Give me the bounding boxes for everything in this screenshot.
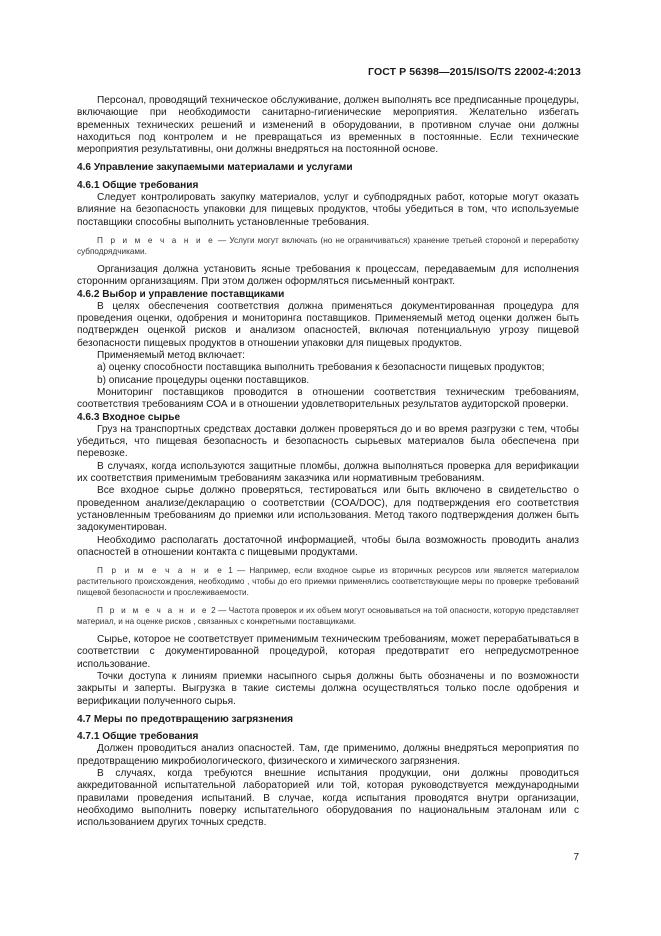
note-text: 1 — Например, если входное сырье из вторичных ресурсов или является материалом растительного происхождения, необходимо , чтобы до его приемки применялись соответствующие меры по проверке требований пищевой безопасности и прослеживаемости. <box>77 566 579 598</box>
note-2 <box>77 605 579 627</box>
paragraph: Следует контролировать закупку материалов, услуг и субподрядных работ, которые могут оказать влияние на безопасность упаковки для пищевых продуктов, чтобы убедиться в том, что используемые поставщики способны выполнить установленные требования. <box>77 192 579 228</box>
note-1 <box>77 565 579 598</box>
list-item: a) оценку способности поставщика выполнить требования к безопасности пищевых продуктов; <box>97 362 545 374</box>
list-item: b) описание процедуры оценки поставщиков. <box>97 374 310 386</box>
note-label: П р и м е ч а н и е <box>97 606 209 616</box>
paragraph: Необходимо располагать достаточной информацией, чтобы была возможность проводить анализ опасностей в отношении контакта с пищевыми продуктами. <box>77 534 579 558</box>
note-text: 2 — Частота проверок и их объем могут основываться на той опасности, которую представляет материал, и на оценке рисков , связанных с конкретными поставщиками. <box>77 606 579 627</box>
paragraph: В целях обеспечения соответствия должна применяться документированная процедура для проведения оценки, одобрения и мониторинга поставщиков. Применяемый метод оценки должен быть подтвержден оценкой рисков и анализом опасностей, включая потенциальную угрозу пищевой безопасности пищевых продуктов в отношении упаковки для пищевых продуктов. <box>77 300 579 349</box>
paragraph: В случаях, когда используются защитные пломбы, должна выполняться проверка для верификации их соответствия применимым требованиям заказчика или нормативным требованиям. <box>77 460 579 485</box>
note-label: П р и м е ч а н и е <box>97 235 215 245</box>
paragraph: Мониторинг поставщиков проводится в отношении соответствия техническим требованиям, соответствия требованиям СОА и в отношении удовлетворительных результатов аудиторской проверки. <box>77 386 579 411</box>
intro-paragraph: Персонал, проводящий техническое обслуживание, должен выполнять все предписанные процедуры, включающие при необходимости санитарно-гигиенические мероприятия. Желательно избегать временных технических решений и изменений в оборудовании, в противном случае они должны находиться под контролем и не превращаться из временных в постоянные. Если технические мероприятия результативны, они должны внедряться на постоянной основе. <box>77 95 579 156</box>
section-4-6-3-title: 4.6.3 Входное сырье <box>77 411 181 423</box>
section-4-6-1-title: 4.6.1 Общие требования <box>77 179 199 191</box>
paragraph: Все входное сырье должно проверяться, тестироваться или быть включено в свидетельство о проведенном анализе/декларацию о соответствии (COA/DOC), для подтверждения его соответствия установленным требованиям до приемки или использования. Метод такого подтверждения должен быть задокументирован. <box>77 485 579 534</box>
paragraph: Груз на транспортных средствах доставки должен проверяться до и во время разгрузки с тем, чтобы убедиться, что пищевая безопасность и безопасность сырьевых материалов была обеспечена при перевозке. <box>77 423 579 460</box>
section-4-6-title: 4.6 Управление закупаемыми материалами и услугами <box>77 162 353 174</box>
page-number: 7 <box>573 852 579 863</box>
note <box>77 235 579 257</box>
paragraph: Организация должна установить ясные требования к процессам, передаваемым для исполнения сторонним организациям. При этом должен оформляться письменный контракт. <box>77 263 579 288</box>
document-body <box>77 95 579 830</box>
paragraph: Точки доступа к линиям приемки насыпного сырья должны быть обозначены и по возможности закрыты и заперты. Выгрузка в такие системы должна осуществляться только после одобрения и верификации полученного сырья. <box>77 670 579 707</box>
paragraph: Применяемый метод включает: <box>97 350 245 362</box>
paragraph: В случаях, когда требуются внешние испытания продукции, они должны проводиться аккредитованной испытательной лабораторией или той, которая руководствуется международными правилами проведения испытаний. В случае, когда испытания проводятся внутри организации, необходимо выполнить поверку испытательного оборудования по национальным эталонам или с использованием других точных средств. <box>77 768 579 829</box>
note-text: — Услуги могут включать (но не ограничиваться) хранение третьей стороной и переработку субподрядчиками. <box>77 235 580 256</box>
section-4-7-title: 4.7 Меры по предотвращению загрязнения <box>77 713 294 725</box>
note-label: П р и м е ч а н и е <box>97 566 225 576</box>
paragraph: Сырье, которое не соответствует применимым техническим требованиям, может перерабатываться в соответствии с документированной процедурой, которая предотвратит его непредусмотренное использование. <box>77 634 579 670</box>
standard-header: ГОСТ Р 56398—2015/ISO/TS 22002-4:2013 <box>368 66 581 78</box>
section-4-7-1-title: 4.7.1 Общие требования <box>77 731 199 743</box>
paragraph: Должен проводиться анализ опасностей. Там, где применимо, должны внедряться мероприятия по предотвращению микробиологического, физического и химического загрязнения. <box>77 743 579 767</box>
section-4-6-2-title: 4.6.2 Выбор и управление поставщиками <box>77 288 285 300</box>
